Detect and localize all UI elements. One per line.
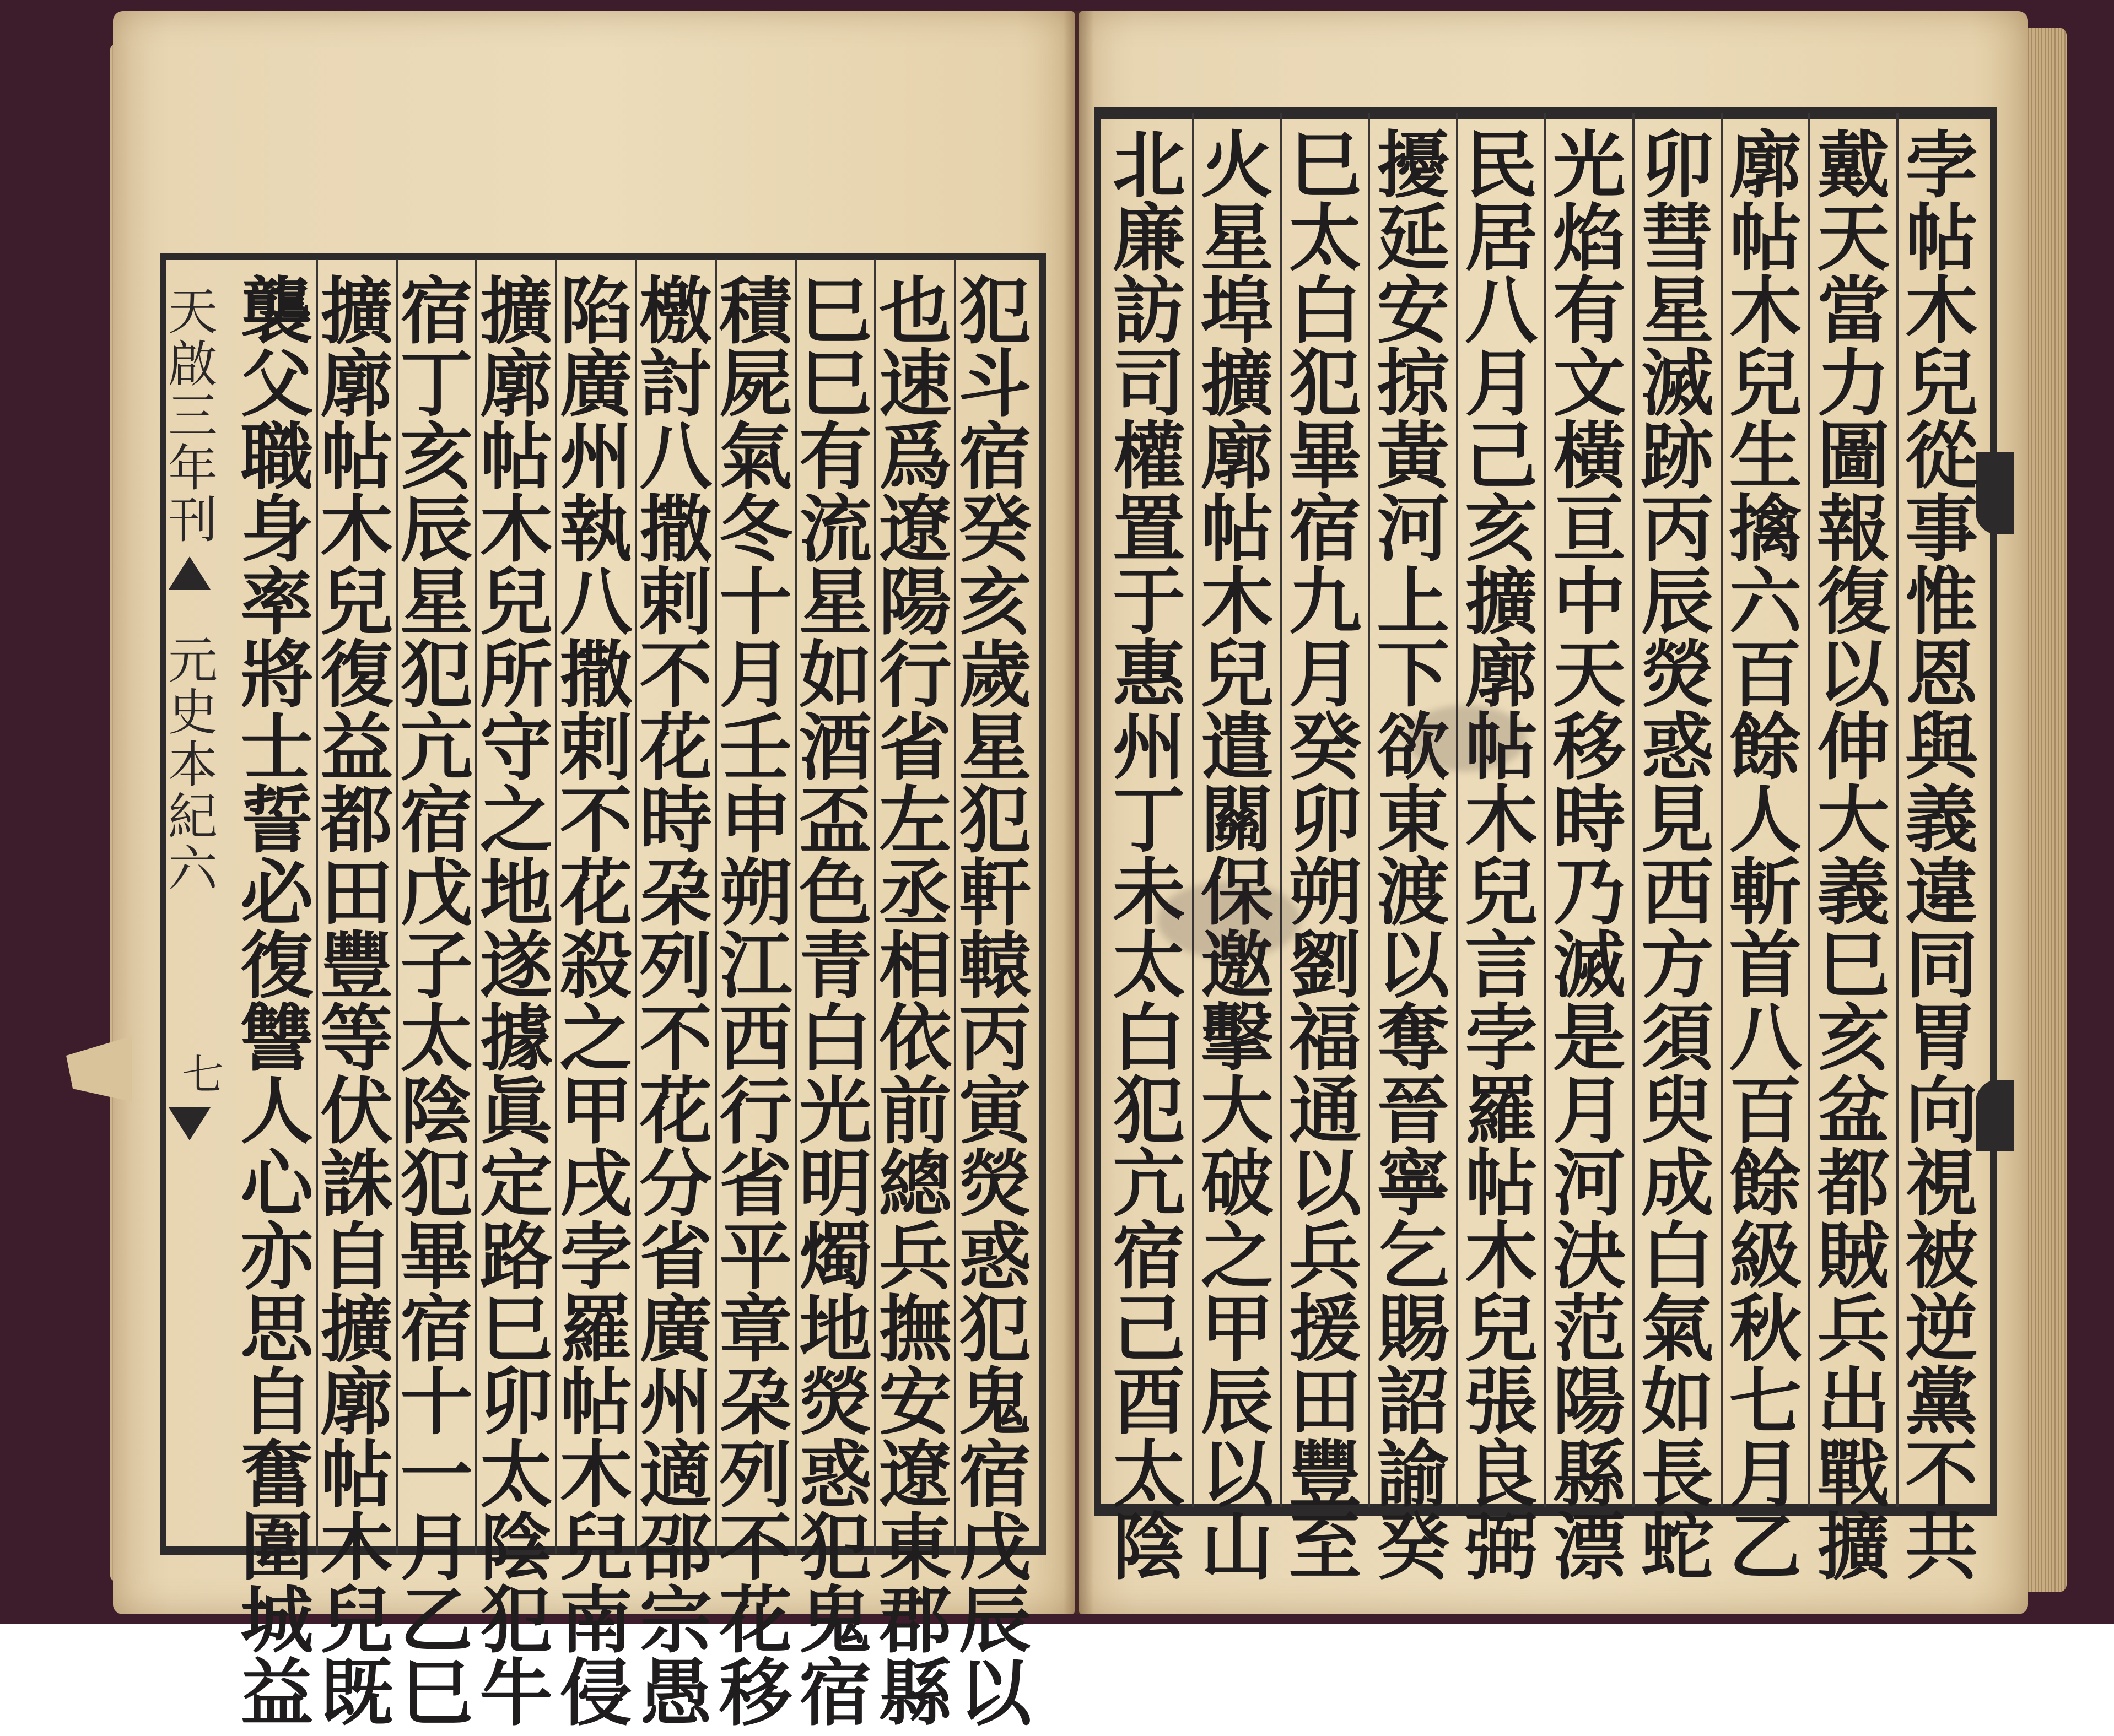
right-text-column: 北 廉 訪 司 權 置 于 惠 州 丁 未 太 白 犯 亢 宿 己 酉 太 陰 [1112,123,1185,1590]
column-rule [475,259,477,1554]
ink-smudge [1157,881,1301,959]
left-text-column: 檄 討 八 撒 剌 不 花 時 朶 列 不 花 分 省 廣 州 適 邵 宗 愚 [639,269,713,1736]
left-text-column: 積 屍 氣 冬 十 月 壬 申 朔 江 西 行 省 平 章 朶 列 不 花 移 [719,269,792,1736]
right-text-column: 巳 太 白 犯 畢 宿 九 月 癸 卯 朔 劉 福 通 以 兵 援 田 豐 至 [1288,123,1362,1590]
right-text-column: 孛 帖 木 兒 從 事 惟 恩 與 義 違 同 胃 向 視 被 逆 黨 不 共 [1905,123,1978,1590]
margin-heading: 元 史 本 紀 六 [168,631,218,898]
column-rule [1632,113,1635,1507]
right-text-column: 火 星 埠 擴 廓 帖 木 兒 遣 關 保 邀 擊 大 破 之 甲 辰 以 山 [1200,123,1274,1590]
left-text-column: 擴 廓 帖 木 兒 復 益 都 田 豐 等 伏 誅 自 擴 廓 帖 木 兒 既 [320,269,393,1736]
fish-tail-lower [169,1107,211,1140]
column-rule [1280,113,1282,1507]
right-text-column: 卯 彗 星 滅 跡 丙 辰 熒 惑 見 西 方 須 臾 成 白 氣 如 長 蛇 [1641,123,1714,1590]
page-number: 七 [182,1050,224,1099]
left-text-column: 也 速 爲 遼 陽 行 省 左 丞 相 依 前 總 兵 撫 安 遼 東 郡 縣 [878,269,952,1736]
right-text-column: 民 居 八 月 己 亥 擴 廓 帖 木 兒 言 孛 羅 帖 木 兒 張 良 弼 [1465,123,1538,1590]
column-rule [1368,113,1370,1507]
column-rule [795,259,797,1554]
right-text-column: 廓 帖 木 兒 生 擒 六 百 餘 人 斬 首 八 百 餘 級 秋 七 月 乙 [1729,123,1802,1590]
column-rule [635,259,637,1554]
column-rule [555,259,557,1554]
left-text-column: 犯 斗 宿 癸 亥 歲 星 犯 軒 轅 丙 寅 熒 惑 犯 鬼 宿 戊 辰 以 [958,269,1032,1736]
right-text-column: 光 焰 有 文 橫 亘 中 天 移 時 乃 滅 是 月 河 決 范 陽 縣 漂 [1552,123,1626,1590]
margin-title: 天 啟 三 年 刊 [168,283,218,549]
column-rule [1456,113,1458,1507]
left-text-column: 襲 父 職 身 率 將 士 誓 必 復 讐 人 心 亦 思 自 奮 圍 城 益 [240,269,314,1736]
left-text-column: 擴 廓 帖 木 兒 所 守 之 地 遂 據 眞 定 路 巳 卯 太 陰 犯 牛 [479,269,553,1736]
column-rule [1192,113,1194,1507]
column-rule [715,259,717,1554]
left-text-column: 巳 巳 有 流 星 如 酒 盃 色 青 白 光 明 燭 地 熒 惑 犯 鬼 宿 [799,269,872,1736]
block-heart [163,283,223,1521]
column-rule [1544,113,1546,1507]
column-rule [1808,113,1810,1507]
column-rule [396,259,398,1554]
column-rule [316,259,318,1554]
column-rule [1896,113,1899,1507]
fish-tail-upper [169,556,211,590]
right-text-column: 戴 天 當 力 圖 報 復 以 伸 大 義 巳 亥 盆 都 賊 兵 出 戰 擴 [1817,123,1890,1590]
column-rule [954,259,956,1554]
book-gutter [1064,11,1094,1614]
column-rule [874,259,876,1554]
left-text-column: 宿 丁 亥 辰 星 犯 亢 宿 戊 子 太 陰 犯 畢 宿 十 一 月 乙 巳 [400,269,473,1736]
ink-smudge [1405,705,1527,771]
right-text-column: 擾 延 安 掠 黃 河 上 下 欲 東 渡 以 奪 晉 寧 乞 賜 詔 諭 癸 [1377,123,1450,1590]
left-text-column: 陷 廣 州 執 八 撒 剌 不 花 殺 之 甲 戌 孛 羅 帖 木 兒 南 侵 [559,269,633,1736]
column-rule [1721,113,1723,1507]
